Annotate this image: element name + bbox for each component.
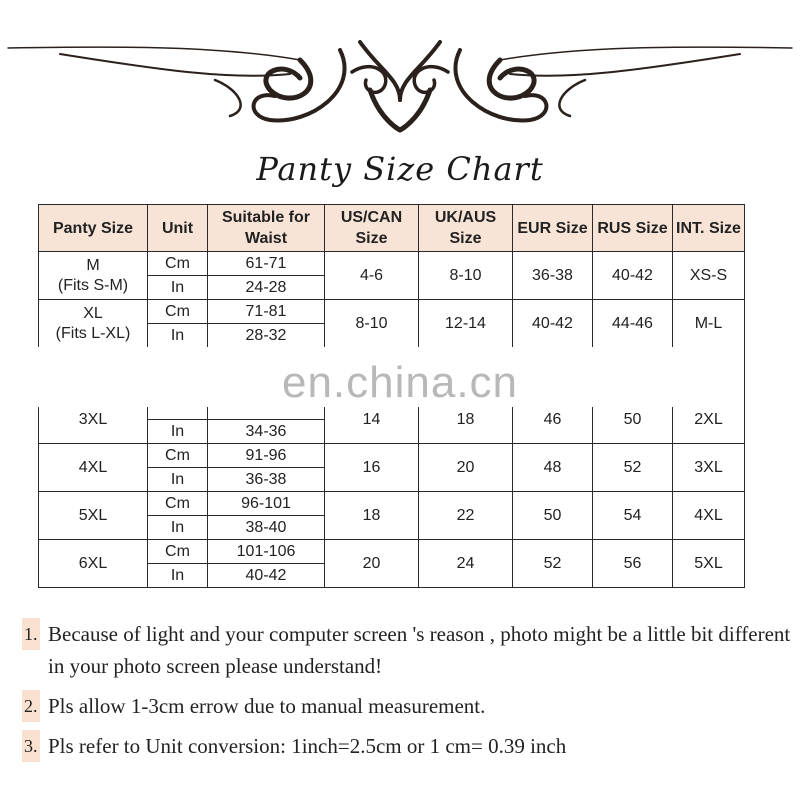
waist-cm: 96-101	[208, 492, 325, 516]
uk-size: 20	[419, 444, 513, 492]
header-panty-size: Panty Size	[39, 205, 148, 252]
eur-size: 40-42	[513, 300, 593, 348]
waist-cm: 71-81	[208, 300, 325, 324]
us-size: 8-10	[325, 300, 419, 348]
unit-cm: Cm	[148, 252, 208, 276]
uk-size: 8-10	[419, 252, 513, 300]
waist-in: 24-28	[208, 276, 325, 300]
us-size: 20	[325, 540, 419, 588]
note-text: Because of light and your computer screen 's reason , photo might be a little bit different in your photo screen please understand!	[48, 622, 791, 678]
unit-cm: Cm	[148, 444, 208, 468]
decorative-flourish	[0, 30, 800, 140]
int-size: XS-S	[673, 252, 745, 300]
size-label: XL	[83, 304, 103, 322]
size-fits: (Fits L-XL)	[55, 324, 131, 342]
rus-size: 52	[593, 444, 673, 492]
int-size: 4XL	[673, 492, 745, 540]
header-us-can: US/CAN Size	[325, 205, 419, 252]
rus-size: 54	[593, 492, 673, 540]
unit-in: In	[148, 564, 208, 588]
size-fits: (Fits S-M)	[57, 276, 129, 294]
note-text: Pls refer to Unit conversion: 1inch=2.5cm or 1 cm= 0.39 inch	[48, 734, 567, 758]
eur-size: 46	[513, 396, 593, 444]
header-rus: RUS Size	[593, 205, 673, 252]
header-unit: Unit	[148, 205, 208, 252]
table-row	[39, 540, 745, 564]
eur-size: 36-38	[513, 252, 593, 300]
us-size: 18	[325, 492, 419, 540]
notes-list	[22, 618, 792, 770]
int-size: 2XL	[673, 396, 745, 444]
header-row	[39, 205, 745, 252]
rus-size: 40-42	[593, 252, 673, 300]
waist-cm: 91-96	[208, 444, 325, 468]
note-item	[22, 690, 792, 722]
rus-size: 44-46	[593, 300, 673, 348]
table-row	[39, 252, 745, 276]
us-size: 14	[325, 396, 419, 444]
eur-size: 52	[513, 540, 593, 588]
size-cell: 4XL	[39, 444, 148, 492]
unit-in: In	[148, 420, 208, 444]
waist-in: 28-32	[208, 324, 325, 348]
header-int: INT. Size	[673, 205, 745, 252]
size-cell: 3XL	[39, 396, 148, 444]
size-label: M	[86, 256, 100, 274]
eur-size: 50	[513, 492, 593, 540]
int-size: M-L	[673, 300, 745, 348]
rus-size: 56	[593, 540, 673, 588]
size-cell: 5XL	[39, 492, 148, 540]
note-number: 3.	[22, 730, 40, 762]
note-item	[22, 618, 792, 682]
waist-in: 34-36	[208, 420, 325, 444]
page-title: Panty Size Chart	[256, 150, 544, 188]
waist-in: 38-40	[208, 516, 325, 540]
unit-cm: Cm	[148, 300, 208, 324]
note-number: 1.	[22, 618, 40, 650]
table-row	[39, 444, 745, 468]
unit-in: In	[148, 468, 208, 492]
size-cell	[39, 252, 148, 300]
waist-cm: 61-71	[208, 252, 325, 276]
size-cell: 6XL	[39, 540, 148, 588]
uk-size: 24	[419, 540, 513, 588]
waist-in: 36-38	[208, 468, 325, 492]
note-number: 2.	[22, 690, 40, 722]
header-waist: Suitable for Waist	[208, 205, 325, 252]
unit-in: In	[148, 324, 208, 348]
unit-cm: Cm	[148, 540, 208, 564]
table-row	[39, 492, 745, 516]
unit-cm: Cm	[148, 492, 208, 516]
size-cell	[39, 300, 148, 348]
int-size: 3XL	[673, 444, 745, 492]
waist-in: 40-42	[208, 564, 325, 588]
waist-cm: 101-106	[208, 540, 325, 564]
us-size: 16	[325, 444, 419, 492]
watermark: en.china.cn	[281, 358, 519, 407]
table-row	[39, 300, 745, 324]
header-uk-aus: UK/AUS Size	[419, 205, 513, 252]
header-eur: EUR Size	[513, 205, 593, 252]
uk-size: 12-14	[419, 300, 513, 348]
note-text: Pls allow 1-3cm errow due to manual measurement.	[48, 694, 486, 718]
unit-in: In	[148, 516, 208, 540]
unit-in: In	[148, 276, 208, 300]
uk-size: 18	[419, 396, 513, 444]
int-size: 5XL	[673, 540, 745, 588]
uk-size: 22	[419, 492, 513, 540]
eur-size: 48	[513, 444, 593, 492]
note-item	[22, 730, 792, 762]
rus-size: 50	[593, 396, 673, 444]
us-size: 4-6	[325, 252, 419, 300]
